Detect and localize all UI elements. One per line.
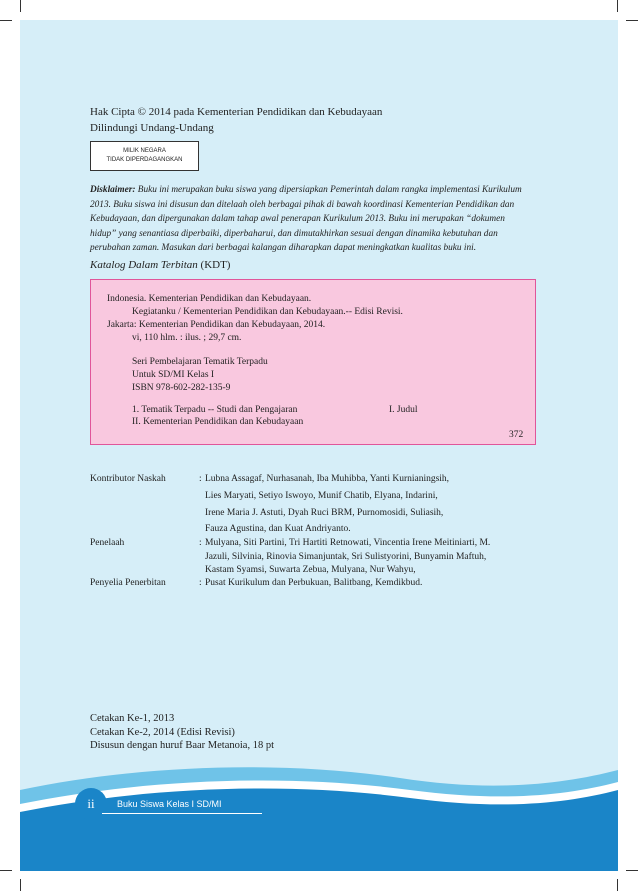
contributor-line-3: Irene Maria J. Astuti, Dyah Ruci BRM, Purnomosidi, Suliasih, bbox=[205, 508, 444, 518]
kdt-subject-2: II. Kementerian Pendidikan dan Kebudayaan bbox=[132, 417, 304, 427]
kdt-line-1: Indonesia. Kementerian Pendidikan dan Kebudayaan. bbox=[107, 294, 312, 304]
kdt-box bbox=[90, 279, 536, 445]
crop-mark-top-right-h bbox=[626, 20, 638, 21]
typeface-note: Disusun dengan huruf Baar Metanoia, 18 pt bbox=[90, 740, 275, 751]
print-info bbox=[90, 712, 274, 753]
crop-mark-bottom-left-h bbox=[0, 870, 12, 871]
contributor-line-4: Fauza Agustina, dan Kuat Andriyanto. bbox=[205, 524, 351, 534]
protection-line: Dilindungi Undang-Undang bbox=[90, 122, 214, 134]
disclaimer-label: Disklaimer: bbox=[90, 185, 136, 195]
reviewer-colon: : bbox=[199, 538, 202, 548]
kdt-title-entry: I. Judul bbox=[389, 405, 418, 415]
disclaimer-paragraph bbox=[90, 183, 548, 256]
contributor-line-1: Lubna Assagaf, Nurhasanah, Iba Muhibba, Yanti Kurnianingsih, bbox=[205, 474, 450, 484]
print-edition-2: Cetakan Ke-2, 2014 (Edisi Revisi) bbox=[90, 726, 235, 738]
reviewer-label: Penelaah bbox=[90, 538, 125, 548]
catalog-title: Katalog Dalam Terbitan bbox=[90, 259, 198, 271]
stamp-line-1: MILIK NEGARA bbox=[123, 148, 166, 154]
state-property-stamp bbox=[90, 141, 199, 171]
disclaimer-line-3: Kebudayaan, dan dipergunakan dalam tahap awal penerapan Kurikulum 2013. Buku ini merupakan “dokumen bbox=[90, 214, 505, 224]
page-number-badge bbox=[75, 788, 107, 820]
crop-mark-bottom-right-v bbox=[617, 879, 618, 891]
supervisor-label: Penyelia Penerbitan bbox=[90, 578, 166, 588]
wave-decoration bbox=[20, 760, 618, 871]
disclaimer-line-4: hidup” yang senantiasa diperbaiki, diperbaharui, dan dimutakhirkan sesuai dengan dinamika kebutuhan dan bbox=[90, 228, 498, 239]
kdt-subject-1: 1. Tematik Terpadu -- Studi dan Pengajaran bbox=[132, 405, 298, 415]
kdt-class-number: 372 bbox=[509, 430, 524, 440]
contributor-line-2: Lies Maryati, Setiyo Iswoyo, Munif Chatib, Elyana, Indarini, bbox=[205, 491, 438, 501]
crop-mark-top-left-v bbox=[20, 0, 21, 12]
footer-book-title: Buku Siswa Kelas I SD/MI bbox=[117, 799, 222, 809]
kdt-line-5: Seri Pembelajaran Tematik Terpadu bbox=[132, 357, 268, 367]
catalog-suffix: (KDT) bbox=[197, 259, 231, 271]
print-edition-1: Cetakan Ke-1, 2013 bbox=[90, 713, 175, 724]
kdt-line-2: Kegiatanku / Kementerian Pendidikan dan Kebudayaan.-- Edisi Revisi. bbox=[132, 307, 403, 317]
reviewer-line-3: Kastam Syamsi, Suwarta Zebua, Mulyana, Nur Wahyu, bbox=[205, 565, 416, 575]
crop-mark-top-left-h bbox=[0, 20, 12, 21]
supervisor-line-1: Pusat Kurikulum dan Perbukuan, Balitbang, Kemdikbud. bbox=[205, 578, 423, 588]
kdt-line-3: Jakarta: Kementerian Pendidikan dan Kebudayaan, 2014. bbox=[107, 320, 326, 330]
kdt-line-4: vi, 110 hlm. : ilus. ; 29,7 cm. bbox=[132, 333, 242, 343]
footer-underline bbox=[102, 813, 262, 814]
reviewer-line-1: Mulyana, Siti Partini, Tri Hartiti Retnowati, Vincentia Irene Meitiniarti, M. bbox=[205, 538, 491, 548]
crop-mark-bottom-right-h bbox=[626, 870, 638, 871]
disclaimer-line-1: Disklaimer: Buku ini merupakan buku siswa yang dipersiapkan Pemerintah dalam rangka implementasi Kurikulum bbox=[90, 185, 522, 195]
crop-mark-bottom-left-v bbox=[20, 879, 21, 891]
catalog-heading bbox=[90, 258, 230, 272]
copyright-line: Hak Cipta © 2014 pada Kementerian Pendidikan dan Kebudayaan bbox=[90, 106, 383, 118]
kdt-line-6: Untuk SD/MI Kelas I bbox=[132, 370, 215, 380]
contributor-colon: : bbox=[199, 474, 202, 484]
contributor-label: Kontributor Naskah bbox=[90, 474, 166, 484]
page-number: ii bbox=[87, 796, 95, 811]
disclaimer-line-2: 2013. Buku siswa ini disusun dan ditelaah oleh berbagai pihak di bawah koordinasi Kementerian Pendidikan dan bbox=[90, 199, 515, 210]
stamp-line-2: TIDAK DIPERDAGANGKAN bbox=[106, 157, 183, 163]
kdt-line-7: ISBN 978-602-282-135-9 bbox=[132, 383, 231, 393]
reviewer-line-2: Jazuli, Silvinia, Rinovia Simanjuntak, Sri Sulistyorini, Bunyamin Maftuh, bbox=[205, 552, 487, 562]
crop-mark-top-right-v bbox=[617, 0, 618, 12]
supervisor-colon: : bbox=[199, 578, 202, 588]
disclaimer-line-5: perubahan zaman. Masukan dari berbagai kalangan diharapkan dapat meningkatkan kualitas buku ini. bbox=[90, 243, 477, 253]
copyright-block bbox=[90, 104, 382, 136]
